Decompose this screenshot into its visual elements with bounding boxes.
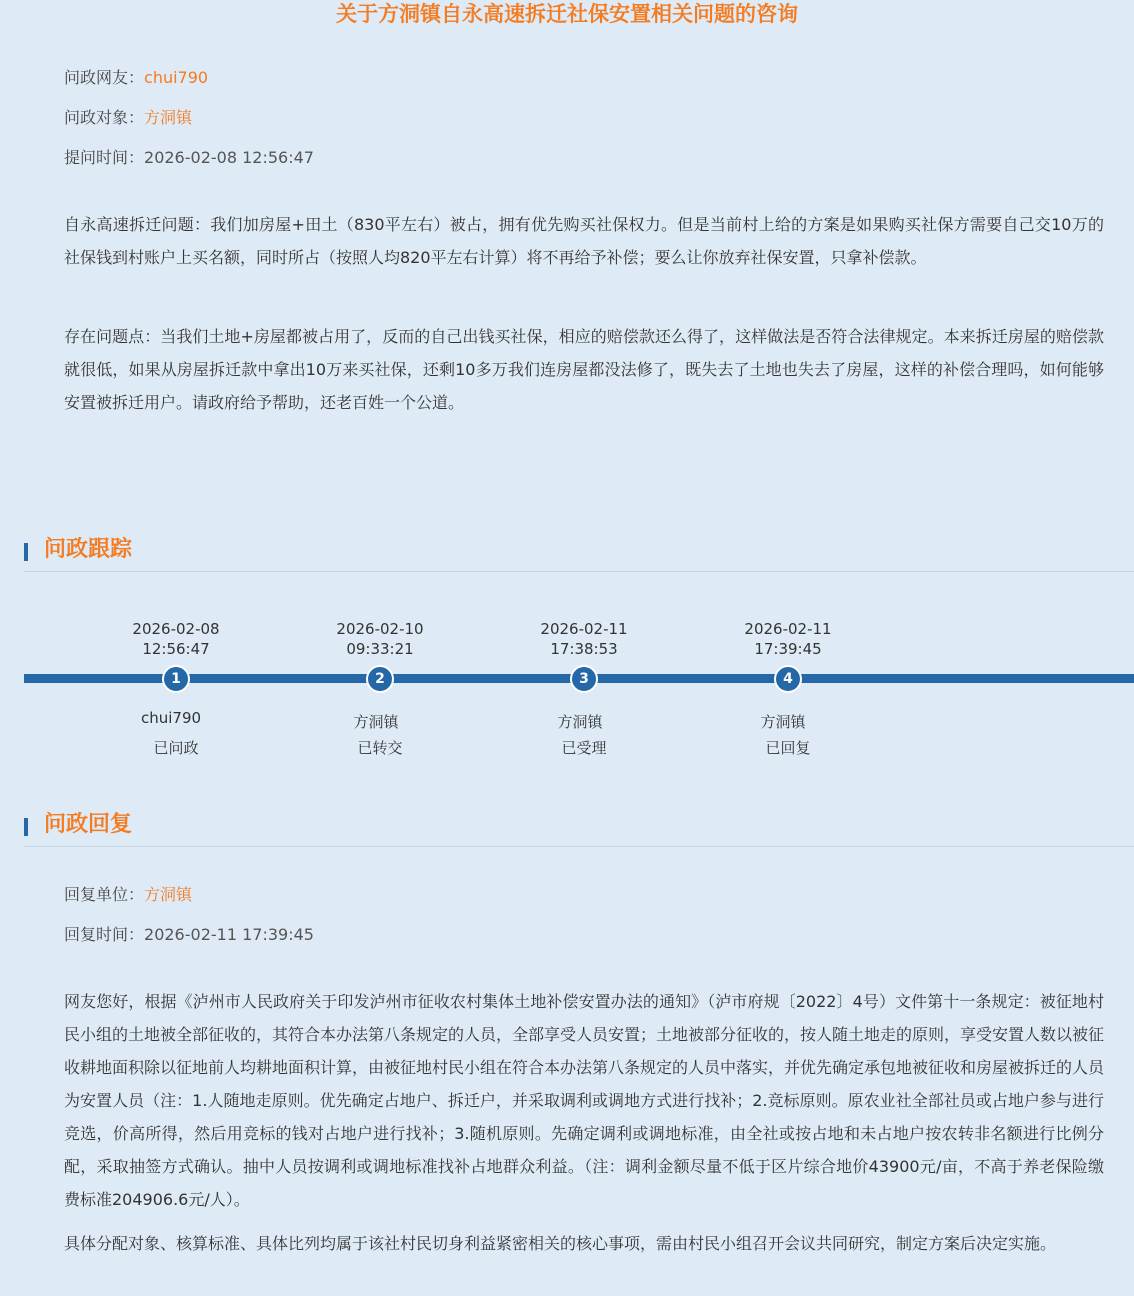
timeline-actor: 方洞镇 [557,713,603,731]
timeline-node-4: 4 [774,665,802,693]
timeline-node-2: 2 [366,665,394,693]
reply-unit-link[interactable]: 方洞镇 [144,885,193,904]
timeline-step-3-info [500,712,660,732]
reply-section-header [24,806,1134,847]
reply-paragraph-2: 具体分配对象、核算标准、具体比列均属于该社村民切身利益紧密相关的核心事项，需由村民小组召开会议共同研究，制定方案后决定实施。 [64,1234,1057,1253]
timeline-time: 09:33:21 [346,640,414,658]
timeline-step-4 [708,619,868,659]
timeline-actor: 方洞镇 [760,713,806,731]
tracking-heading: 问政跟踪 [44,537,133,562]
timeline-actor: chui790 [140,709,202,727]
section-marker [24,543,28,561]
timeline-node-3: 3 [570,665,598,693]
timeline-step-2 [300,619,460,659]
timeline-step-1 [96,619,256,659]
timeline-time: 12:56:47 [142,640,210,658]
reply-unit-label: 回复单位： [64,885,145,904]
timeline-date: 2026-02-10 [336,620,424,638]
question-target-row [64,108,192,128]
section-marker [24,818,28,836]
tracking-section-header [24,531,1134,572]
timeline-node-1: 1 [162,665,190,693]
timeline-step-2-info [296,712,456,732]
timeline-date: 2026-02-08 [132,620,220,638]
timeline-step-3-status-wrap [504,738,664,758]
timeline-actor: 方洞镇 [353,713,399,731]
question-user-label: 问政网友： [64,68,145,87]
reply-time-value: 2026-02-11 17:39:45 [144,925,314,944]
timeline-date: 2026-02-11 [540,620,628,638]
timeline-date: 2026-02-11 [744,620,832,638]
reply-time-row [64,925,314,945]
timeline-status: 已问政 [153,739,199,757]
timeline-status: 已受理 [561,739,607,757]
timeline-time: 17:39:45 [754,640,822,658]
timeline-step-2-status-wrap [300,738,460,758]
question-user-row [64,68,208,88]
timeline-step-1-status-wrap [96,738,256,758]
question-time-row [64,148,314,168]
timeline-time: 17:38:53 [550,640,618,658]
reply-unit-row [64,885,192,905]
timeline-status: 已转交 [357,739,403,757]
page-title: 关于方洞镇自永高速拆迁社保安置相关问题的咨询 [336,2,798,26]
question-paragraph-1: 自永高速拆迁问题：我们加房屋+田土（830平左右）被占，拥有优先购买社保权力。但是当前村上给的方案是如果购买社保方需要自己交10万的社保钱到村账户上买名额，同时所占（按照人均820平左右计算）将不再给予补偿；要么让你放弃社保安置，只拿补偿款。 [64,215,1104,267]
timeline-step-4-status-wrap [708,738,868,758]
timeline-step-4-info [703,712,863,732]
question-paragraph-2: 存在问题点：当我们土地+房屋都被占用了，反而的自己出钱买社保，相应的赔偿款还么得了，这样做法是否符合法律规定。本来拆迁房屋的赔偿款就很低，如果从房屋拆迁款中拿出10万来买社保，还剩10多万我们连房屋都没法修了，既失去了土地也失去了房屋，这样的补偿合理吗，如何能够安置被拆迁用户。请政府给予帮助，还老百姓一个公道。 [64,327,1104,412]
timeline-step-1-info [91,708,251,728]
question-target-label: 问政对象： [64,108,145,127]
question-user-link[interactable]: chui790 [144,68,209,87]
timeline-step-3 [504,619,664,659]
question-target-link[interactable]: 方洞镇 [144,108,193,127]
question-time-label: 提问时间： [64,148,145,167]
question-time-value: 2026-02-08 12:56:47 [144,148,314,167]
reply-paragraph-1: 网友您好，根据《泸州市人民政府关于印发泸州市征收农村集体土地补偿安置办法的通知》（泸市府规〔2022〕4号）文件第十一条规定：被征地村民小组的土地被全部征收的，其符合本办法第八条规定的人员，全部享受人员安置；土地被部分征收的，按人随土地走的原则，享受安置人数以被征收耕地面积除以征地前人均耕地面积计算，由被征地村民小组在符合本办法第八条规定的人员中落实，并优先确定承包地被征收和房屋被拆迁的人员为安置人员（注：1.人随地走原则。优先确定占地户、拆迁户，并采取调利或调地方式进行找补；2.竞标原则。原农业社全部社员或占地户参与进行竞选，价高所得，然后用竞标的钱对占地户进行找补；3.随机原则。先确定调利或调地标准，由全社或按占地和未占地户按农转非名额进行比例分配，采取抽签方式确认。抽中人员按调利或调地标准找补占地群众利益。（注：调利金额尽量不低于区片综合地价43900元/亩，不高于养老保险缴费标准204906.6元/人）。 [64,992,1105,1209]
timeline-status: 已回复 [765,739,811,757]
reply-time-label: 回复时间： [64,925,145,944]
reply-heading: 问政回复 [44,812,133,837]
